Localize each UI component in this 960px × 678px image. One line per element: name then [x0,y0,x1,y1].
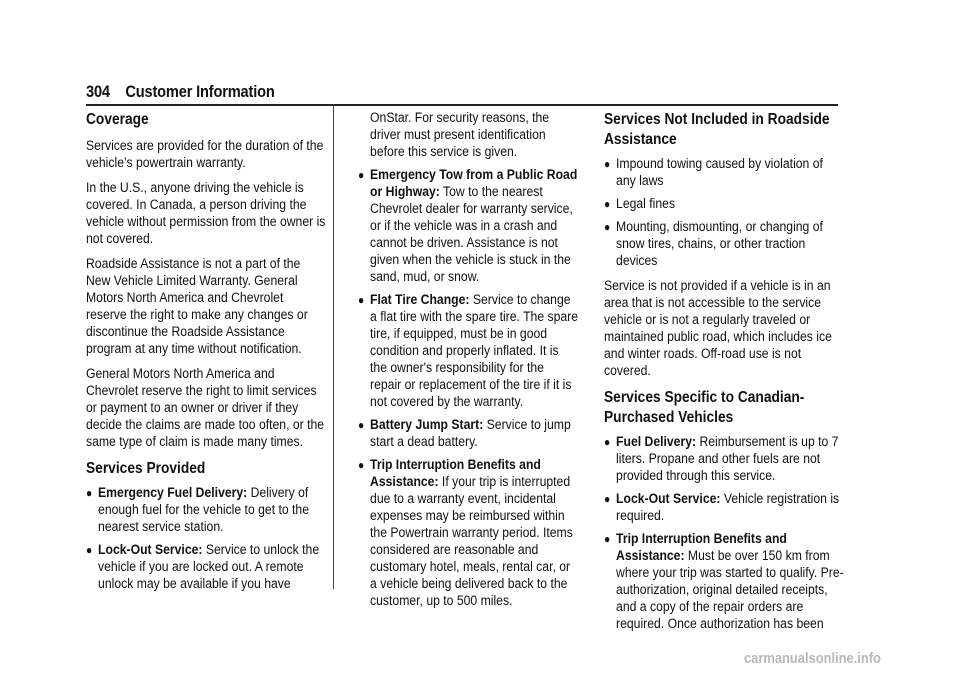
page-number: 304 [86,82,110,101]
item-text: Tow to the nearest Chevrolet dealer for warranty service, or if the vehicle was in a crash and cannot be driven. Assistance is not given when the vehicle is stuck in the sand, mud, or snow. [370,184,573,285]
bullet-icon: ● [604,492,611,506]
item-label: Lock-Out Service: [98,542,203,558]
bullet-icon: ● [358,418,365,432]
item-text: Legal fines [616,196,676,212]
bullet-icon: ● [604,435,611,449]
not-included-heading: Services Not Included in Roadside Assistance [604,111,830,148]
bullet-icon: ● [358,293,365,307]
watermark: carmanualsonline.info [744,650,881,667]
list-item [604,219,844,270]
bullet-icon: ● [358,458,365,472]
list-item [604,196,844,213]
item-label: Emergency Tow from a Public Road or Highway: [370,167,578,200]
item-label: Battery Jump Start: [370,417,484,433]
section-title: Customer Information [125,82,275,101]
item-text: Reimbursement is up to 7 liters. Propane and other fuels are not provided through this service. [616,434,839,484]
item-label: Flat Tire Change: [370,292,470,308]
coverage-heading: Coverage [86,111,149,128]
item-text: If your trip is interrupted due to a warranty event, incidental expenses may be reimbursed within the Powertrain warranty period. Items considered are reasonable and customary hotel, meals, rental car, or a vehicle being delivered back to the customer, up to 500 miles. [370,474,573,609]
canada-heading: Services Specific to Canadian-Purchased Vehicles [604,389,805,426]
list-item [358,457,578,610]
list-item [86,485,326,536]
list-item [604,531,844,633]
paragraph: Roadside Assistance is not a part of the New Vehicle Limited Warranty. General Motors North America and Chevrolet reserve the right to make any changes or discontinue the Roadside Assistance program at any time without notification. [86,256,308,357]
item-label: Trip Interruption Benefits and Assistance: [370,457,541,490]
item-label: Fuel Delivery: [616,434,697,450]
item-text: Service to change a flat tire with the spare tire. The spare tire, if equipped, must be in good condition and properly inflated. It is the owner's responsibility for the repair or replacement of the tire if it is not covered by the warranty. [370,292,579,410]
list-item [358,417,578,451]
bullet-icon: ● [358,168,365,182]
column-3 [604,110,883,633]
paragraph: Services are provided for the duration of the vehicle’s powertrain warranty. [86,138,324,171]
header-rule [86,104,838,106]
paragraph: Service is not provided if a vehicle is in an area that is not accessible to the service vehicle or is not a regularly traveled or maintained public road, which includes ice and winter roads. Off-road use is not covered. [604,278,832,379]
list-item [358,292,578,411]
item-text: Mounting, dismounting, or changing of snow tires, chains, or other traction devices [616,219,823,269]
bullet-icon: ● [604,197,611,211]
item-text: Impound towing caused by violation of any laws [616,156,823,189]
item-text: Service to jump start a dead battery. [370,417,571,450]
paragraph: In the U.S., anyone driving the vehicle is covered. In Canada, a person driving the vehicle without permission from the owner is not covered. [86,180,326,247]
list-item [604,434,844,485]
continuation-text: OnStar. For security reasons, the driver must present identification before this service is given. [370,110,550,160]
item-label: Lock-Out Service: [616,491,721,507]
list-item [86,542,326,593]
item-label: Trip Interruption Benefits and Assistance: [616,531,787,564]
bullet-icon: ● [604,532,611,546]
item-text: Delivery of enough fuel for the vehicle to get to the nearest service station. [98,485,310,535]
services-provided-heading: Services Provided [86,460,206,477]
item-label: Emergency Fuel Delivery: [98,485,248,501]
item-text: Vehicle registration is required. [616,491,840,524]
bullet-icon: ● [604,220,611,234]
column-2 [358,110,614,610]
bullet-icon: ● [86,486,93,500]
column-1 [86,110,365,593]
paragraph: General Motors North America and Chevrolet reserve the right to limit services or payment to an owner or driver if they decide the claims are made too often, or the same type of claim is made many times. [86,366,325,450]
item-text: Service to unlock the vehicle if you are locked out. A remote unlock may be available if you have [98,542,320,592]
list-item [604,156,844,190]
item-text: Must be over 150 km from where your trip was started to qualify. Pre-authorization, original detailed receipts, and a copy of the repair orders are required. Once authorization has been [616,548,844,632]
bullet-icon: ● [604,157,611,171]
list-item [358,167,578,286]
bullet-icon: ● [86,543,93,557]
page-header [86,82,275,102]
list-item [604,491,844,525]
